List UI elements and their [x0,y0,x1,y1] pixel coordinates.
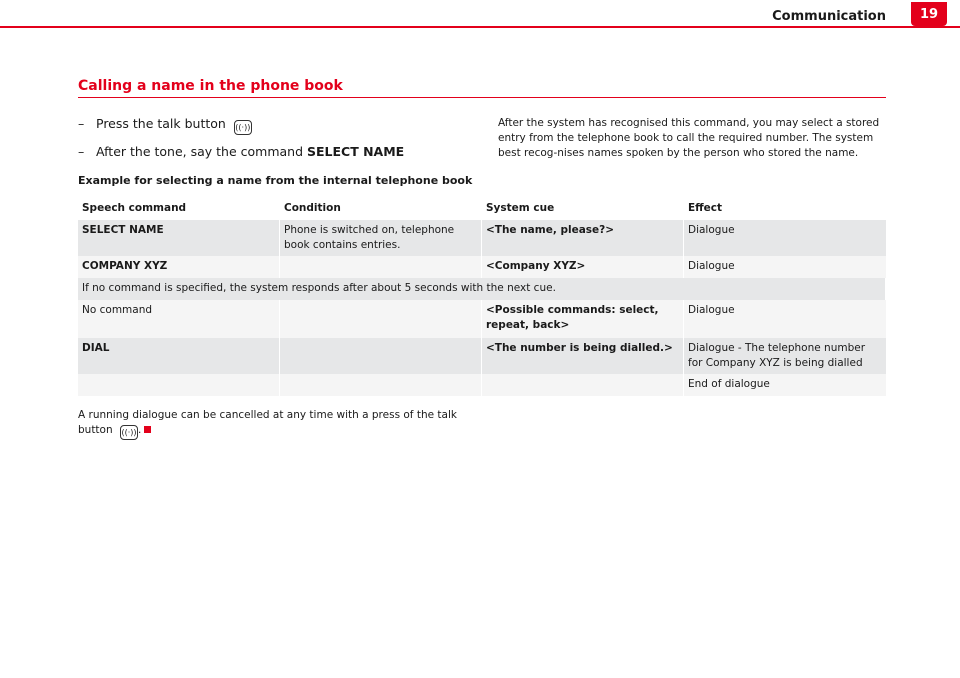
table-row [78,220,886,256]
condition-cell [280,300,482,338]
condition-cell [280,338,482,374]
cancel-text-end: . [137,424,142,436]
table-header-row [78,198,886,220]
talk-button-icon: ((·)) [234,120,252,135]
cue-cell: <The number is being dialled.> [482,338,684,374]
table-caption: Example for selecting a name from the internal telephone book [78,174,473,187]
speech-cell: COMPANY XYZ [78,256,280,278]
table-row [78,374,886,396]
header-speech-command: Speech command [78,198,280,220]
effect-cell: End of dialogue [688,378,770,390]
table-row [78,256,886,278]
table-row [78,338,886,374]
cue-cell [482,374,684,396]
step-dash: – [78,116,85,131]
section-rule [78,97,886,98]
header-system-cue: System cue [482,198,684,220]
step-2 [78,144,404,159]
table-note-row [78,278,886,300]
cancel-text: A running dialogue can be cancelled at any time with a press of the talk button [78,409,457,436]
table-row [78,300,886,338]
header-rule [0,26,960,28]
speech-cell [78,374,280,396]
intro-paragraph: After the system has recognised this command, you may select a stored entry from the telephone book to call the required number. The system best recog-nises names spoken by the person who stored the name. [498,117,880,159]
cue-cell: <The name, please?> [482,220,684,256]
condition-cell [280,256,482,278]
effect-cell: Dialogue [688,260,735,272]
effect-cell: Dialogue [688,304,735,316]
effect-cell: Dialogue [688,224,735,236]
condition-cell [280,374,482,396]
cancel-dialogue-paragraph [78,408,478,440]
section-title: Calling a name in the phone book [78,78,343,94]
step-text: Press the talk button [96,116,230,131]
speech-cell: SELECT NAME [78,220,280,256]
header-effect: Effect [688,202,723,214]
cue-cell: <Possible commands: select, repeat, back> [482,300,684,338]
step-dash: – [78,144,85,159]
speech-cell: DIAL [78,338,280,374]
talk-button-icon: ((·)) [120,425,138,440]
condition-cell: Phone is switched on, telephone book contains entries. [280,220,482,256]
header-condition: Condition [280,198,482,220]
effect-cell: Dialogue - The telephone number for Company XYZ is being dialled [688,342,866,369]
note-cell: If no command is specified, the system responds after about 5 seconds with the next cue. [78,278,886,300]
speech-command-table [78,198,886,396]
step-1 [78,116,252,135]
cue-cell: <Company XYZ> [482,256,684,278]
running-header-title: Communication [772,9,886,24]
page-number-badge: 19 [911,2,947,26]
command-select-name: SELECT NAME [306,144,405,159]
speech-cell: No command [78,300,280,338]
end-of-section-marker [144,426,151,433]
step-text: After the tone, say the command [96,144,307,159]
